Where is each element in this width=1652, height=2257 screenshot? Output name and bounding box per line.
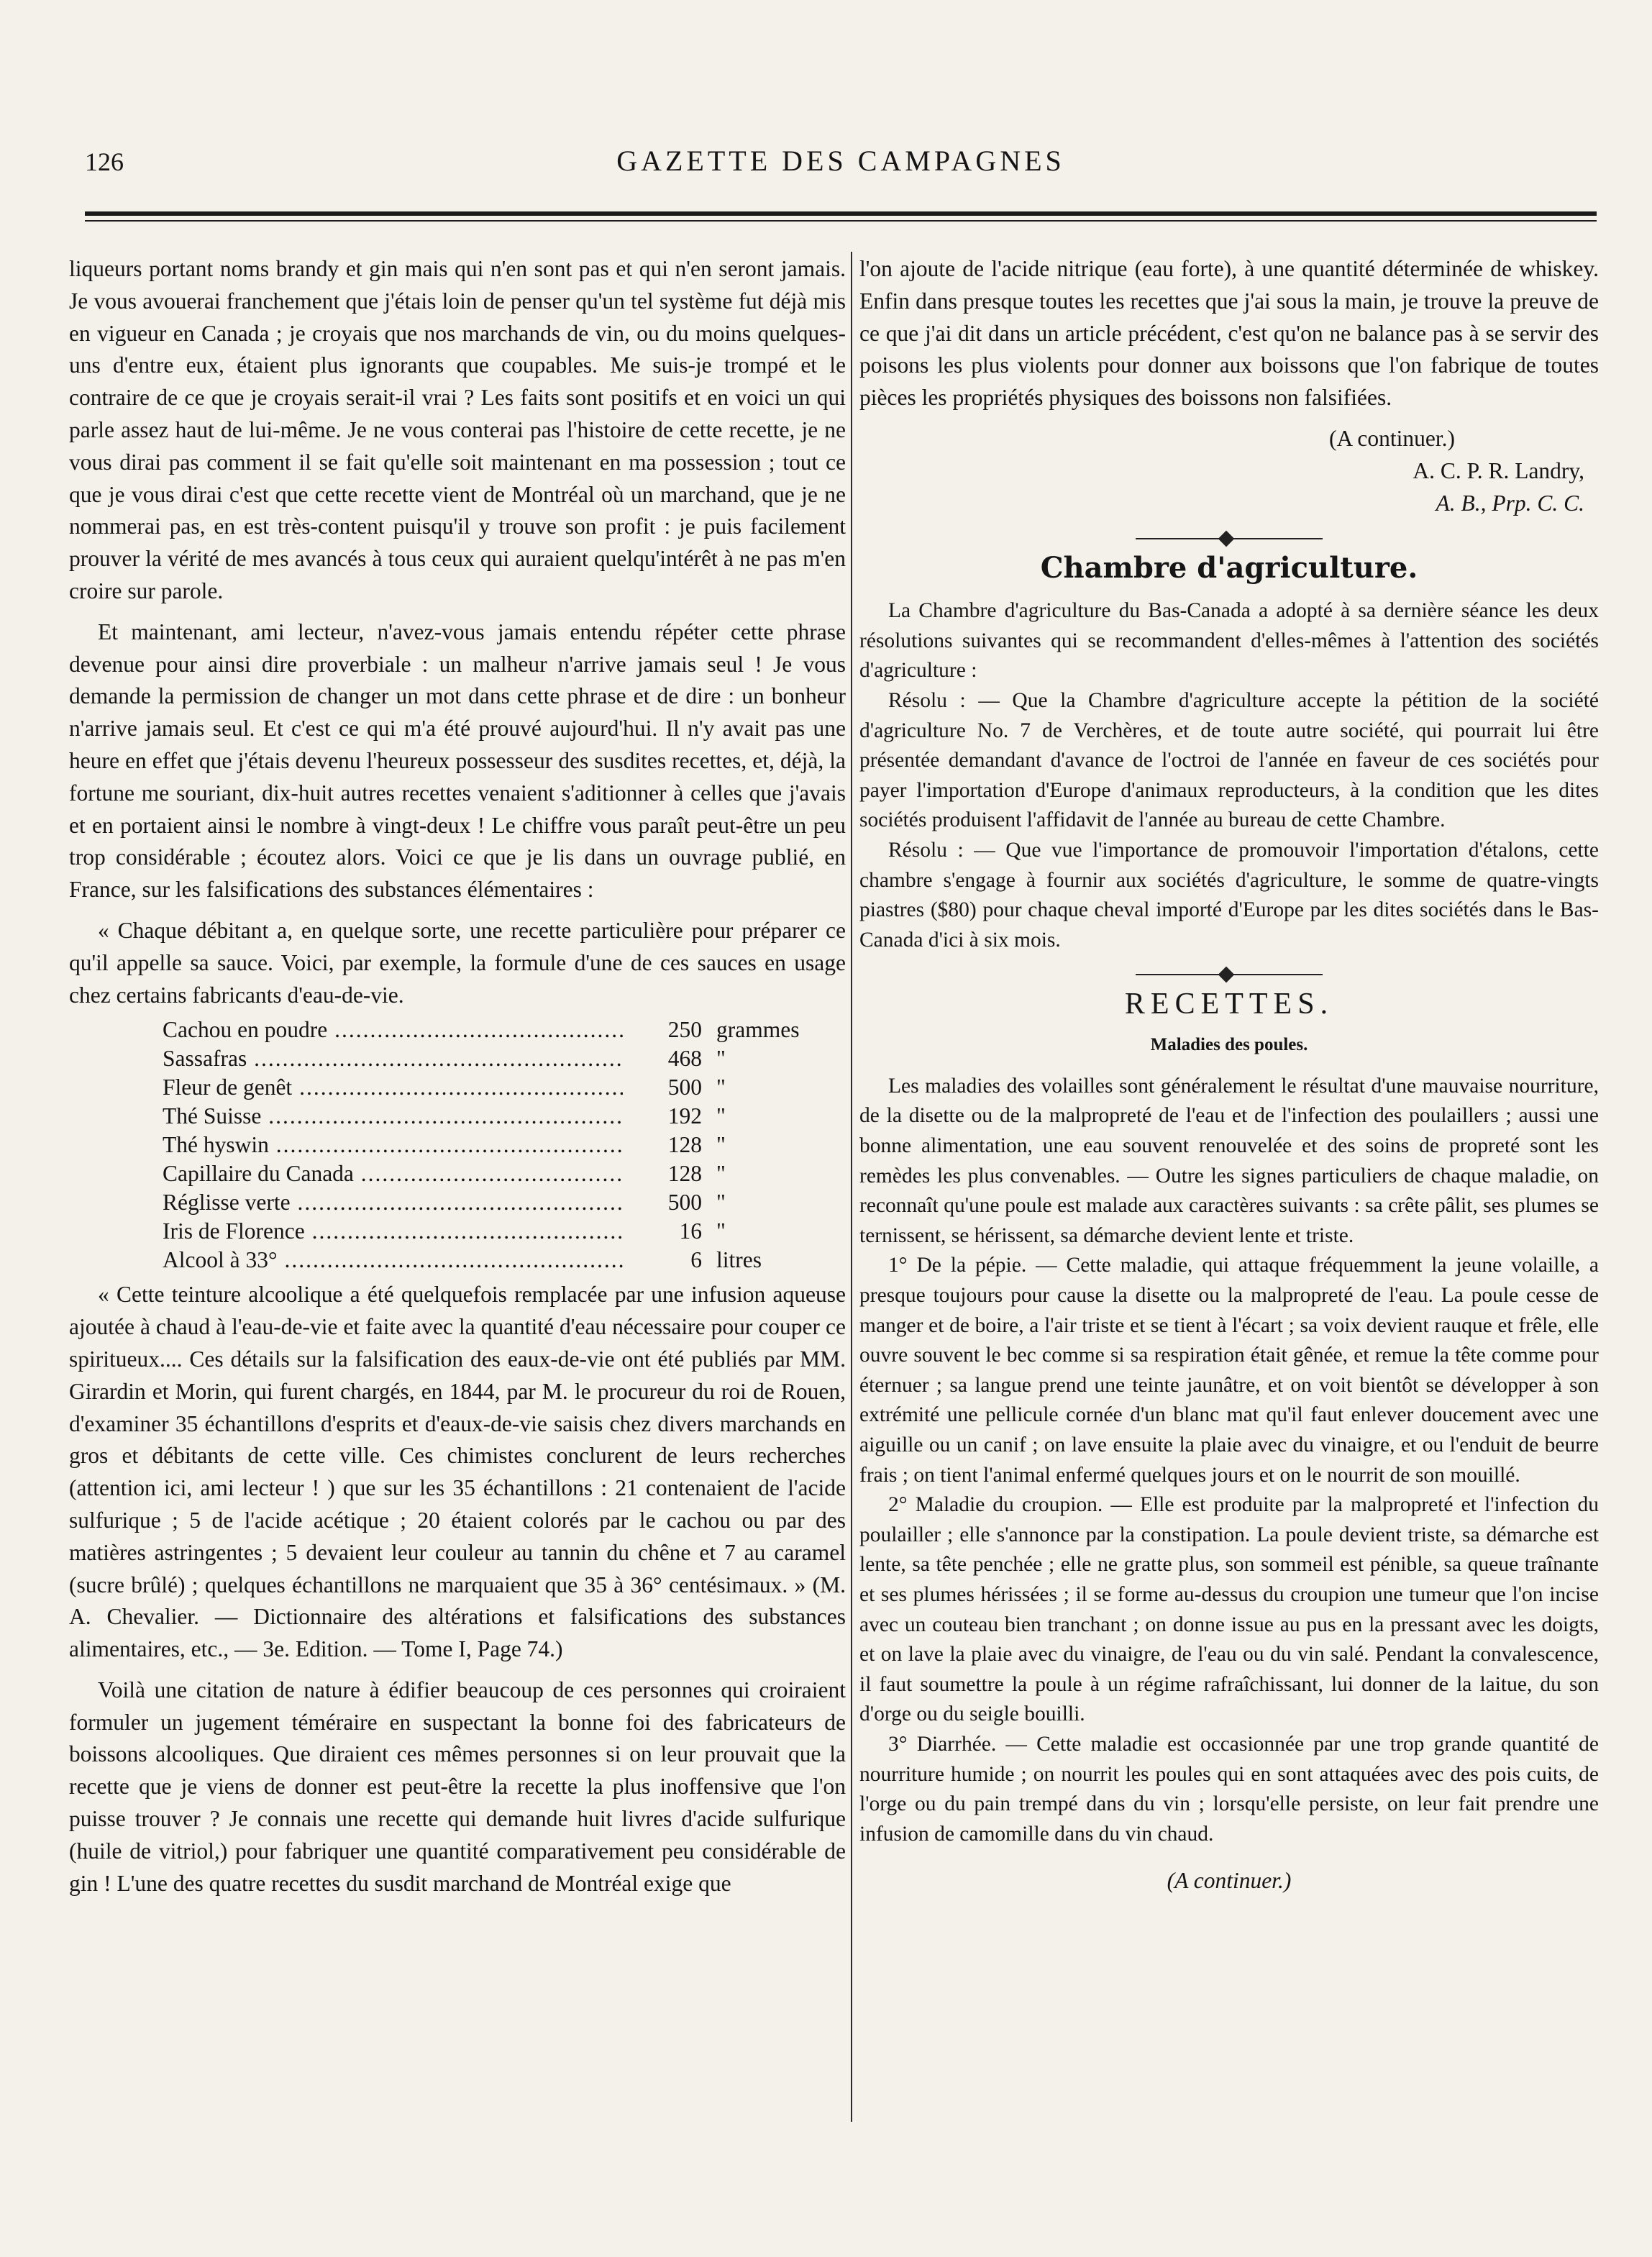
recipe-unit: " [716,1103,726,1129]
right-paragraph-1: l'on ajoute de l'acide nitrique (eau forte), à une quantité déterminée de whiskey. Enfin dans presque toutes les recettes que j'ai sous la main, je trouve la preuve de ce que j'ai dit dans un article précédent, c'est qu'on ne balance pas à se servir des poisons les plus violents pour donner aux boissons que l'on fabrique de toutes pièces les propriétés physiques des boissons non falsifiées. [859,256,1599,411]
recipe-quantity: 128 [667,1161,702,1187]
recipe-quantity: 192 [667,1103,702,1129]
recipe-quantity: 128 [667,1132,702,1158]
recipe-row [163,1016,810,1044]
left-paragraph-1: liqueurs portant noms brandy et gin mais qui n'en sont pas et qui n'en seront jamais. Je vous avouerai franchement que j'étais loin de penser qu'un tel système fut déjà mis en vigueur en Canada ; je croyais que nos marchands de vin, ou du moins quelques-uns d'entre eux, étaient plus ignorants que coupables. Me suis-je trompé et le contraire de ce que je croyais serait-il vrai ? Les faits sont positifs et en voici un qui parle assez haut de lui-même. Je ne vous conterai pas l'histoire de cette recette, je ne vous dirai pas comment il se fait qu'elle soit maintenant en ma possession ; tout ce que je vous dirai c'est que cette recette vient de Montréal où un marchand, que je ne nommerai pas, en est très-content puisqu'il y trouve son profit : je puis facilement prouver la vérité de mes avancés à tous ceux qui auraient quelqu'intérêt à ne pas m'en croire sur parole. [69,256,846,603]
recipe-quantity: 500 [667,1075,702,1100]
recipe-ingredient: Capillaire du Canada ..... [163,1159,623,1188]
recipe-row [163,1044,810,1073]
continued-note-2: (A continuer.) [1167,1868,1292,1894]
recipe-row [163,1159,810,1188]
right-column [859,253,1599,1897]
section-divider [1136,974,1323,975]
recipe-unit: " [716,1132,726,1158]
header-rule-thin [85,220,1597,222]
chambre-paragraph-1: La Chambre d'agriculture du Bas-Canada a adopté à sa dernière séance les deux résolutions suivantes qui se recommandent d'elles-mêmes à l'attention des sociétés d'agriculture : [859,599,1599,683]
recipe-ingredient: Cachou en poudre ..... [163,1016,623,1044]
recettes-paragraph-3: 2° Maladie du croupion. — Elle est produite par la malpropreté et l'infection du poulailler ; elle s'annonce par la constipation. La poule devient triste, sa démarche est lente, sa tête penchée ; elle ne gratte plus, son sommeil est pénible, sa queue traînante et ses plumes hérissées ; il se forme au-dessus du croupion une tumeur que l'on incise avec un couteau bien tranchant ; on donne issue au pus en la pressant avec les doigts, et on lave la plaie avec du vinaigre, de l'eau ou du vin salé. Pendant la convalescence, il faut soumettre la poule à un régime rafraîchissant, lui donner de la laitue, du son d'orge ou du seigle bouilli. [859,1493,1599,1726]
recipe-row [163,1131,810,1159]
recettes-heading: RECETTES. [1124,988,1334,1021]
recipe-unit: " [716,1190,726,1216]
recipe-unit: " [716,1218,726,1244]
author-signature: A. C. P. R. Landry, [1413,457,1584,483]
recipe-row [163,1188,810,1217]
chambre-paragraph-2: Résolu : — Que la Chambre d'agriculture accepte la pétition de la société d'agriculture No. 7 de Verchères, et de toute autre société, qui pourrait lui être présentée demandant d'avance de l'octroi de l'année en faveur de ces sociétés pour payer l'importation d'Europe d'animaux reproducteurs, à la condition que les dites sociétés produisent l'affidavit de l'année au bureau de cette Chambre. [859,688,1599,832]
column-divider [851,252,852,2122]
recettes-paragraph-2: 1° De la pépie. — Cette maladie, qui attaque fréquemment la jeune volaille, a presque toujours pour cause la disette ou la malpropreté de l'eau. La poule cesse de manger et de boire, a l'air triste et se tient à l'écart ; sa voix devient rauque et frêle, elle ouvre souvent le bec comme si sa respiration était gênée, et remue la tête comme pour éternuer ; sa langue prend une teinte jaunâtre, et on voit bientôt se développer à son extrémité une pellicule cornée d'un blanc mat qu'il faut enlever doucement avec une aiguille ou un canif ; on lave ensuite la plaie avec du vinaigre, et ou l'enduit de beurre frais ; on tient l'animal enfermé quelques jours et on le nourrit de son mouillé. [859,1254,1599,1487]
page-header [85,144,1597,187]
recipe-unit: litres [716,1247,762,1273]
recipe-unit: " [716,1075,726,1100]
publication-title: GAZETTE DES CAMPAGNES [616,145,1065,177]
recipe-quantity: 6 [690,1247,702,1273]
recettes-subheading: Maladies des poules. [1150,1035,1308,1055]
recipe-row [163,1217,810,1246]
recettes-paragraph-1: Les maladies des volailles sont généralement le résultat d'une mauvaise nourriture, de la disette ou de la malpropreté de l'eau et de l'infection des poulaillers ; aussi une bonne alimentation, une eau souvent renouvelée et des soins de propreté sont les remèdes les plus convenables. — Outre les signes particuliers de chaque maladie, on reconnaît qu'une poule est malade aux caractères suivants : sa crête pâlit, ses plumes se ternissent, se hérissent, sa démarche devient lente et triste. [859,1074,1599,1247]
chambre-paragraph-3: Résolu : — Que vue l'importance de promouvoir l'importation d'étalons, cette chambre s'engage à fournir aux sociétés d'agriculture, le somme de quatre-vingts piastres ($80) pour chaque cheval importé d'Europe par les dites sociétés dans le Bas-Canada d'ici à six mois. [859,838,1599,952]
recipe-quantity: 250 [667,1017,702,1043]
left-paragraph-2: Et maintenant, ami lecteur, n'avez-vous jamais entendu répéter cette phrase devenue pour ainsi dire proverbiale : un malheur n'arrive jamais seul ! Je vous demande la permission de changer un mot dans cette phrase et de dire : un bonheur n'arrive jamais seul. Et c'est ce qui m'a été prouvé aujourd'hui. Il n'y avait pas une heure en effet que j'étais devenu l'heureux possesseur des susdites recettes, et, déjà, la fortune me souriant, dix-huit autres recettes venaient s'aditionner à celles que j'avais et en portaient ainsi le nombre à vingt-deux ! Le chiffre vous paraît peut-être un peu trop considérable ; écoutez alors. Voici ce que je lis dans un ouvrage publié, en France, sur les falsifications des substances élémentaires : [69,619,846,903]
recipe-ingredient: Fleur de genêt ..... [163,1073,623,1102]
left-paragraph-4: « Cette teinture alcoolique a été quelquefois remplacée par une infusion aqueuse ajoutée à chaud à l'eau-de-vie et faite avec la quantité d'eau nécessaire pour couper ce spiritueux.... Ces détails sur la falsification des eaux-de-vie ont été publiés par MM. Girardin et Morin, qui furent chargés, en 1844, par M. le procureur du roi de Rouen, d'examiner 35 échantillons d'esprits et d'eaux-de-vie saisis chez divers marchands en gros et débitants de cette ville. Ces chimistes conclurent de leurs recherches (attention ici, ami lecteur ! ) que sur les 35 échantillons : 21 contenaient de l'acide sulfurique ; 5 de l'acide acétique ; 20 étaient colorés par le cachou ou par des matières astringentes ; 5 devaient leur couleur au tannin du chêne et 7 au caramel (sucre brûlé) ; quelques échantillons ne marquaient que 35 à 36° centésimaux. » (M. A. Chevalier. — Dictionnaire des altérations et falsifications des substances alimentaires, etc., — 3e. Edition. — Tome I, Page 74.) [69,1282,846,1662]
recipe-ingredient: Réglisse verte ..... [163,1188,623,1217]
left-column [69,253,846,1900]
left-paragraph-5: Voilà une citation de nature à édifier beaucoup de ces personnes qui croiraient formuler un jugement téméraire en suspectant la bonne foi des fabricateurs de boissons alcooliques. Que diraient ces mêmes personnes si on leur prouvait que la recette que je viens de donner est peut-être la recette la plus inoffensive que l'on puisse trouver ? Je connais une recette qui demande huit livres d'acide sulfurique (huile de vitriol,) pour fabriquer une quantité comparativement peu considérable de gin ! L'une des quatre recettes du susdit marchand de Montréal exige que [69,1677,846,1896]
chambre-heading: Chambre d'agriculture. [1040,551,1418,585]
recipe-unit: " [716,1046,726,1072]
recipe-row [163,1246,810,1275]
author-title: A. B., Prp. C. C. [1436,490,1584,516]
header-rule-thick [85,211,1597,216]
recipe-ingredient: Iris de Florence ..... [163,1217,623,1246]
section-divider [1136,538,1323,539]
page-number: 126 [85,147,124,176]
recipe-ingredient: Thé hyswin ..... [163,1131,623,1159]
continued-note: (A continuer.) [1329,425,1455,451]
recipe-quantity: 468 [667,1046,702,1072]
recipe-ingredient: Thé Suisse ..... [163,1102,623,1131]
recettes-paragraph-4: 3° Diarrhée. — Cette maladie est occasionnée par une trop grande quantité de nourriture humide ; on nourrit les poules qui en sont attaquées avec des pois cuits, de l'orge ou du pain trempé dans du vin ; lorsqu'elle persiste, on leur fait prendre une infusion de camomille dans du vin chaud. [859,1732,1599,1846]
recipe-ingredient: Alcool à 33° ..... [163,1246,623,1275]
recipe-ingredient: Sassafras ..... [163,1044,623,1073]
recipe-unit: " [716,1161,726,1187]
recipe-unit: grammes [716,1017,800,1043]
recipe-quantity: 16 [679,1218,702,1244]
left-paragraph-3: « Chaque débitant a, en quelque sorte, une recette particulière pour préparer ce qu'il appelle sa sauce. Voici, par exemple, la formule d'une de ces sauces en usage chez certains fabricants d'eau-de-vie. [69,917,846,1008]
recipe-row [163,1102,810,1131]
recipe-table [163,1016,810,1275]
recipe-row [163,1073,810,1102]
recipe-quantity: 500 [667,1190,702,1216]
